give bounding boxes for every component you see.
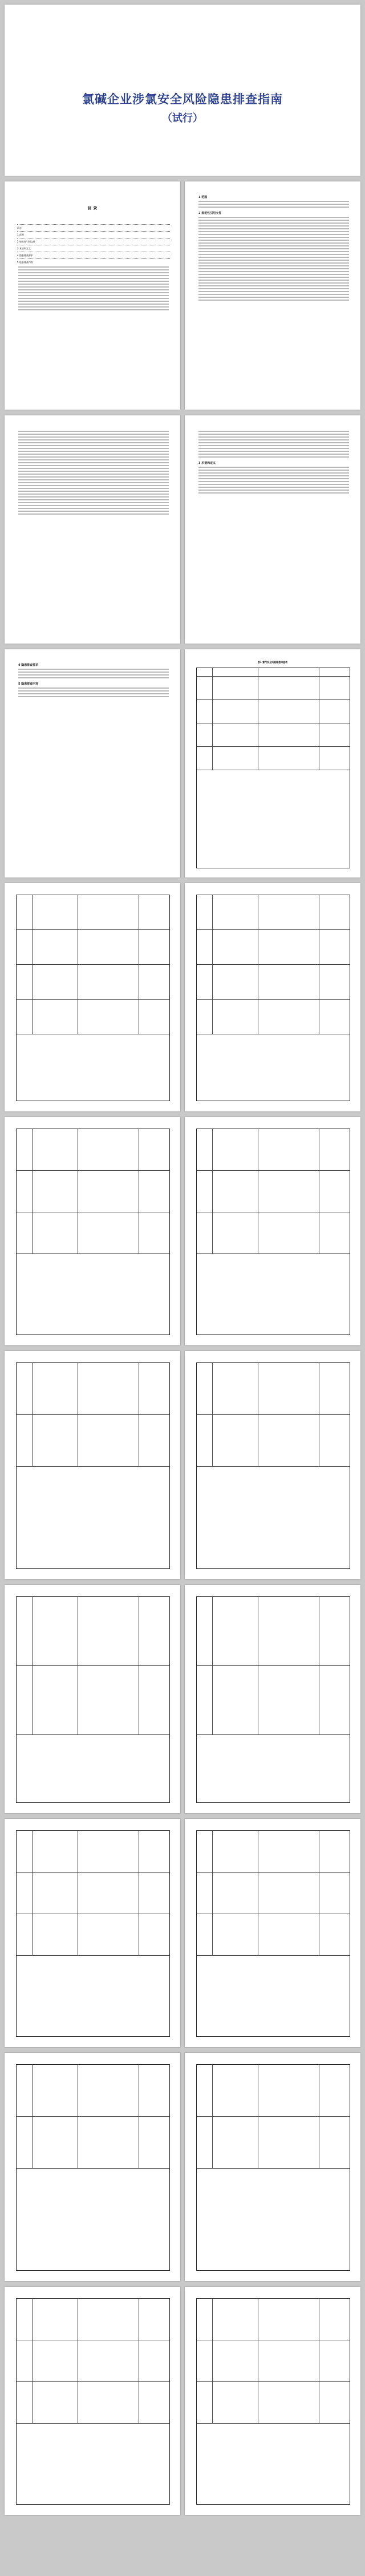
toc-item-label: 5 隐患排查内容 xyxy=(17,261,33,264)
hazard-table xyxy=(16,2064,170,2271)
table-page xyxy=(185,1819,360,2047)
hazard-table xyxy=(196,668,350,868)
table-page xyxy=(185,649,360,877)
table-page xyxy=(185,1351,360,1579)
table-page xyxy=(5,883,180,1111)
table-page xyxy=(5,1585,180,1813)
toc-item[interactable] xyxy=(17,248,170,257)
text-page xyxy=(5,649,180,877)
toc-item-label: 2 规范性引用文件 xyxy=(17,240,35,243)
section-heading: 2 规范性引用文件 xyxy=(198,212,222,215)
document-subtitle: （试行） xyxy=(162,112,203,124)
hazard-table xyxy=(16,1596,170,1803)
toc-item[interactable] xyxy=(17,227,170,236)
hazard-table xyxy=(16,1830,170,2037)
toc-item[interactable] xyxy=(17,254,170,264)
toc-item-label: 3 术语和定义 xyxy=(17,247,31,250)
section-heading: 1 范围 xyxy=(198,196,208,199)
toc-page xyxy=(5,181,180,410)
toc-item-label: 4 隐患排查要求 xyxy=(17,254,33,257)
toc-item[interactable] xyxy=(17,234,170,243)
hazard-table xyxy=(196,1362,350,1569)
toc-item-label: 前言 xyxy=(17,227,22,229)
section-heading: 4 隐患排查要求 xyxy=(18,664,39,667)
hazard-table xyxy=(196,1129,350,1335)
hazard-table xyxy=(196,2064,350,2271)
section-heading: 5 隐患排查内容 xyxy=(18,682,39,686)
table-page xyxy=(185,1117,360,1345)
toc-item[interactable] xyxy=(17,220,170,229)
table-page xyxy=(5,1117,180,1345)
table-page xyxy=(185,2053,360,2281)
hazard-table xyxy=(196,2298,350,2505)
hazard-table xyxy=(196,1596,350,1803)
table-page xyxy=(185,883,360,1111)
toc-heading: 目 录 xyxy=(87,206,98,211)
table-page xyxy=(5,2287,180,2515)
table-page xyxy=(185,2287,360,2515)
hazard-table xyxy=(196,895,350,1101)
toc-item[interactable] xyxy=(17,241,170,250)
scope-page xyxy=(185,181,360,410)
hazard-table xyxy=(16,2298,170,2505)
hazard-table xyxy=(16,895,170,1101)
table-page xyxy=(5,1819,180,2047)
table-caption: 表1 氯气安全风险隐患排查表 xyxy=(257,661,288,664)
hazard-table xyxy=(196,1830,350,2037)
hazard-table xyxy=(16,1129,170,1335)
document-title: 氯碱企业涉氯安全风险隐患排查指南 xyxy=(82,92,283,106)
text-page xyxy=(5,415,180,644)
cover-page xyxy=(5,5,360,176)
toc-lines xyxy=(18,265,169,312)
hazard-table xyxy=(16,1362,170,1569)
text-page xyxy=(185,415,360,644)
toc-item-label: 1 范围 xyxy=(17,233,24,236)
table-page xyxy=(5,1351,180,1579)
table-page xyxy=(185,1585,360,1813)
section-heading: 3 术语和定义 xyxy=(198,462,216,465)
table-page xyxy=(5,2053,180,2281)
